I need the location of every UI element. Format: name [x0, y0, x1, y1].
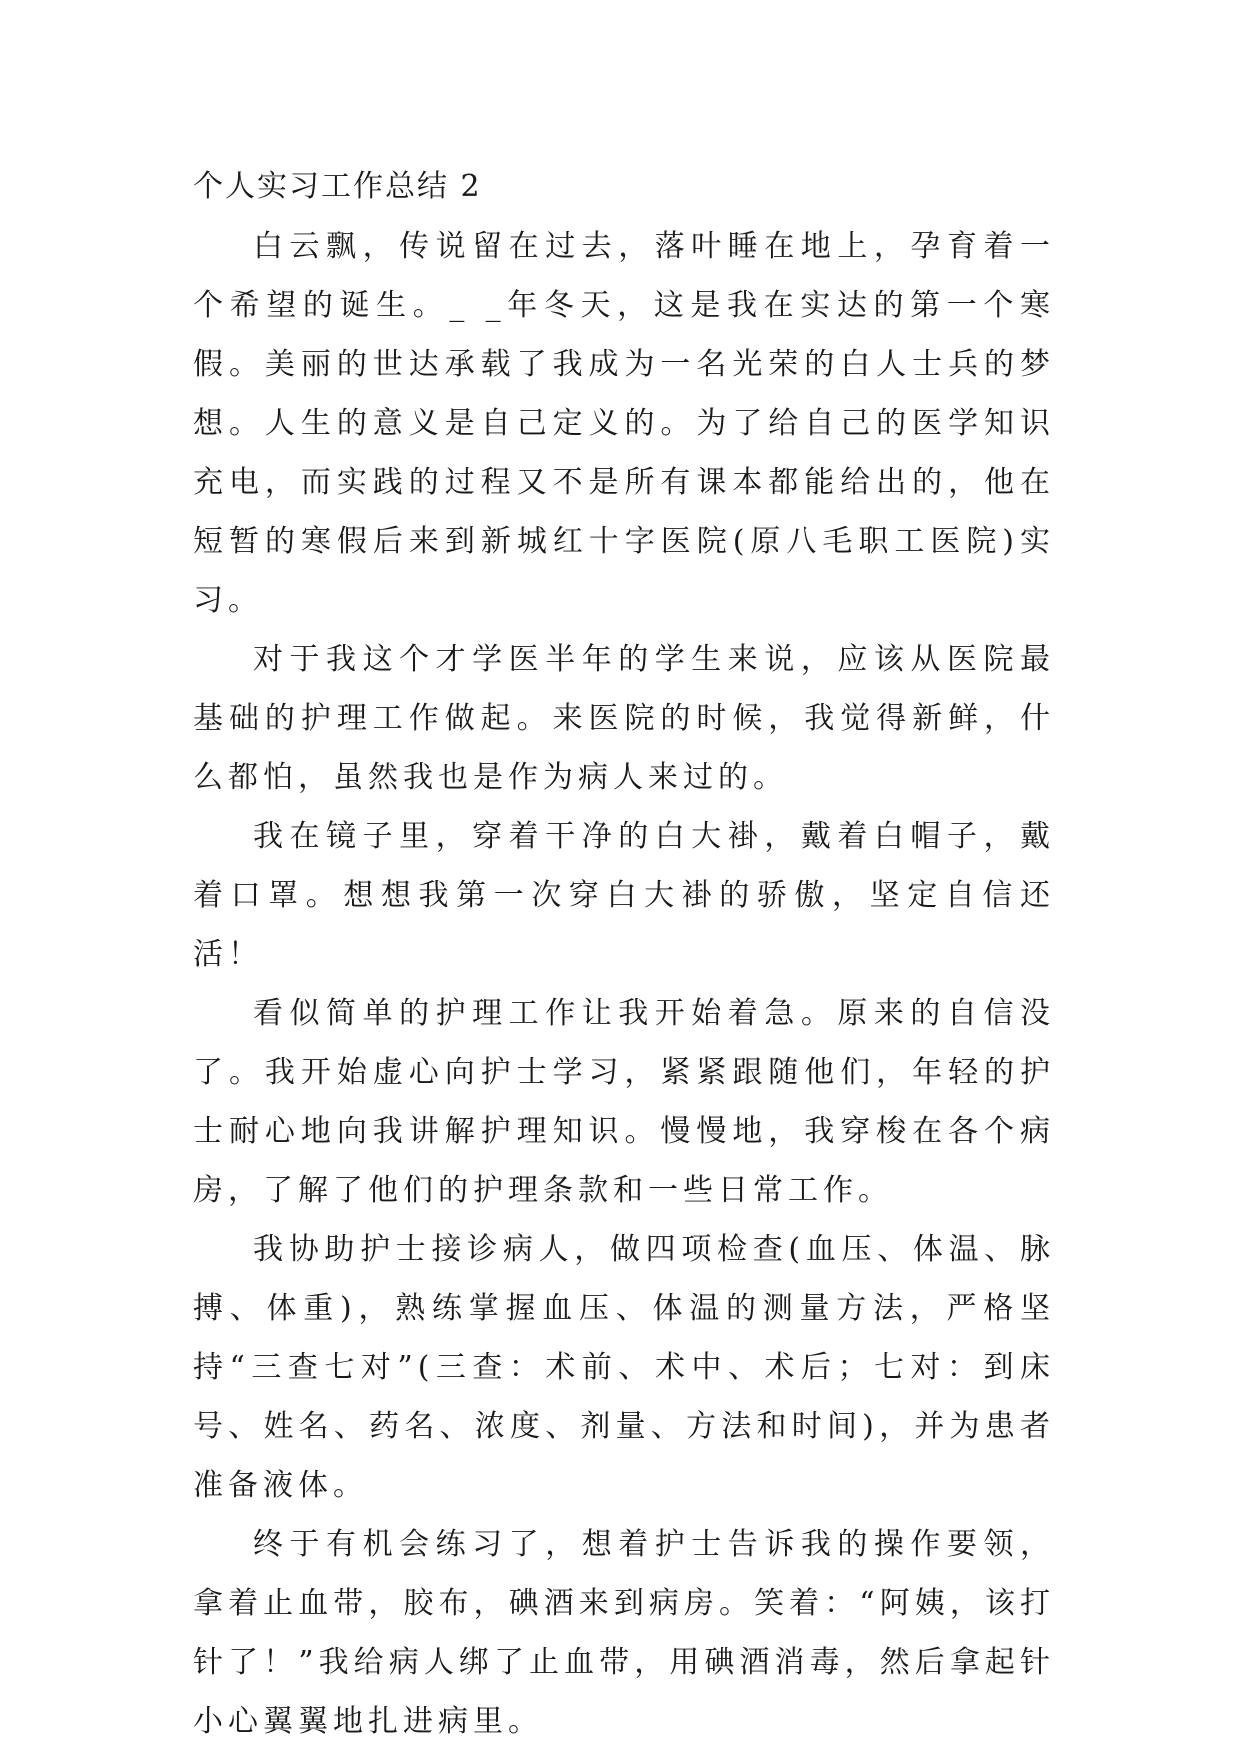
- document-title: 个人实习工作总结 2: [193, 169, 482, 204]
- paragraph-6: 终于有机会练习了，想着护士告诉我的操作要领，拿着止血带，胶布，碘酒来到病房。笑着：“阿姨，该打针了！”我给病人绑了止血带，用碘酒消毒，然后拿起针小心翼翼地扎进病里。: [193, 1527, 1055, 1739]
- paragraph-2: 对于我这个才学医半年的学生来说，应该从医院最基础的护理工作做起。来医院的时候，我觉得新鲜，什么都怕，虽然我也是作为病人来过的。: [193, 642, 1055, 795]
- paragraph-1: 白云飘，传说留在过去，落叶睡在地上，孕育着一个希望的诞生。_ _年冬天，这是我在实达的第一个寒假。美丽的世达承载了我成为一名光荣的白人士兵的梦想。人生的意义是自己定义的。为了给自己的医学知识充电，而实践的过程又不是所有课本都能给出的，他在短暂的寒假后来到新城红十字医院(原八毛职工医院)实习。: [193, 229, 1055, 618]
- paragraph-4: 看似简单的护理工作让我开始着急。原来的自信没了。我开始虚心向护士学习，紧紧跟随他们，年轻的护士耐心地向我讲解护理知识。慢慢地，我穿梭在各个病房，了解了他们的护理条款和一些日常工作。: [193, 996, 1055, 1208]
- paragraph-5: 我协助护士接诊病人，做四项检查(血压、体温、脉搏、体重)，熟练掌握血压、体温的测量方法，严格坚持“三查七对”(三查：术前、术中、术后；七对：到床号、姓名、药名、浓度、剂量、方法和时间)，并为患者准备液体。: [193, 1232, 1055, 1503]
- paragraph-3: 我在镜子里，穿着干净的白大褂，戴着白帽子，戴着口罩。想想我第一次穿白大褂的骄傲，坚定自信还活！: [193, 819, 1055, 972]
- document-body: [193, 157, 1055, 1751]
